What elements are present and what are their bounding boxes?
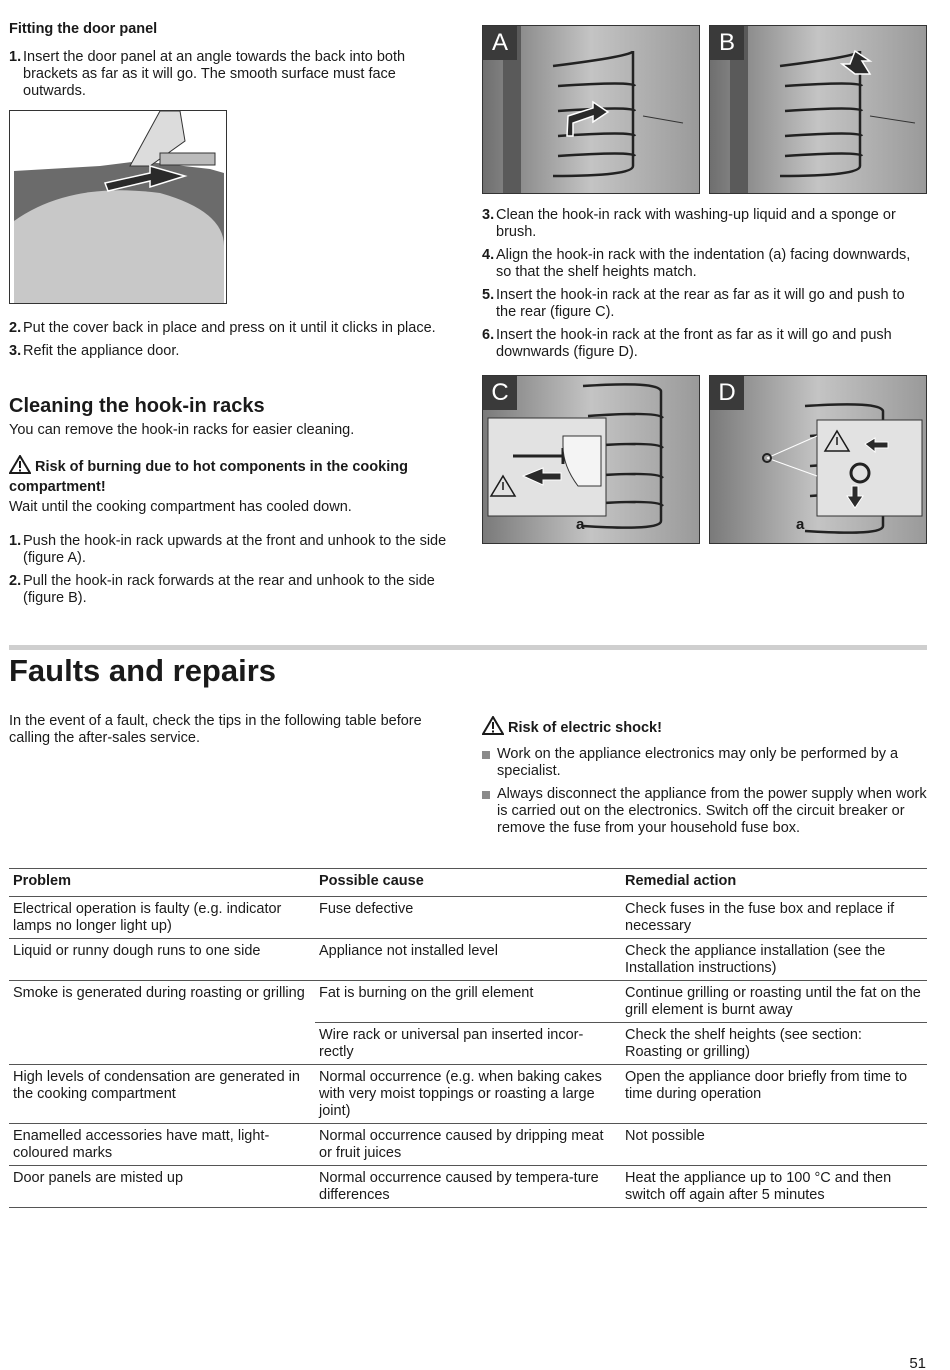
step-text: Insert the hook-in rack at the rear as far as it will go and push to the rear (figure C). bbox=[496, 287, 905, 320]
step-number: 3. bbox=[9, 343, 22, 359]
step-text: Insert the hook-in rack at the front as far as it will go and push downwards (figure D). bbox=[496, 327, 892, 360]
step-text: Insert the door panel at an angle towards the back into both brackets as far as it will go. The smooth surface must face outwards. bbox=[23, 49, 406, 99]
figure-a bbox=[482, 25, 700, 194]
figure-label: B bbox=[710, 26, 744, 60]
table-row bbox=[9, 981, 927, 1023]
cell-cause: Normal occurrence (e.g. when baking cakes with very moist toppings or roasting a large joint) bbox=[315, 1065, 621, 1124]
cell-cause: Fuse defective bbox=[315, 897, 621, 939]
step-text: Clean the hook-in rack with washing-up liquid and a sponge or brush. bbox=[496, 207, 896, 240]
door-panel-steps-continued bbox=[9, 320, 454, 366]
indentation-label: a bbox=[796, 516, 805, 533]
hook-racks-step-6 bbox=[482, 327, 927, 361]
door-panel-step-1 bbox=[9, 49, 454, 100]
step-text: Push the hook-in rack upwards at the front and unhook to the side (figure A). bbox=[23, 533, 447, 566]
table-row bbox=[9, 1124, 927, 1166]
column-header-problem: Problem bbox=[9, 869, 315, 897]
cell-problem: Smoke is generated during roasting or grilling bbox=[13, 985, 305, 1001]
hook-racks-steps-right bbox=[482, 207, 927, 367]
electric-warning-title: Risk of electric shock! bbox=[508, 720, 662, 736]
column-header-action: Remedial action bbox=[621, 869, 927, 897]
hook-racks-step-3 bbox=[482, 207, 927, 241]
hook-racks-step-5 bbox=[482, 287, 927, 321]
step-text: Refit the appliance door. bbox=[23, 343, 180, 359]
door-panel-figure bbox=[9, 110, 227, 304]
door-panel-title: Fitting the door panel bbox=[9, 21, 158, 37]
indentation-label: a bbox=[576, 516, 585, 533]
cell-cause: Normal occurrence caused by tempera-ture differences bbox=[315, 1166, 621, 1208]
figure-b bbox=[709, 25, 927, 194]
figure-d bbox=[709, 375, 927, 544]
step-text: Align the hook-in rack with the indentation (a) facing downwards, so that the shelf heights match. bbox=[496, 247, 911, 280]
hook-racks-title: Cleaning the hook-in racks bbox=[9, 395, 265, 417]
table-header-row bbox=[9, 869, 927, 897]
step-text: Put the cover back in place and press on it until it clicks in place. bbox=[23, 320, 436, 336]
cell-action: Check the appliance installation (see the Installation instructions) bbox=[621, 939, 927, 981]
door-panel-step-3 bbox=[9, 343, 454, 360]
table-row bbox=[9, 939, 927, 981]
cell-action: Heat the appliance up to 100 °C and then switch off again after 5 minutes bbox=[621, 1166, 927, 1208]
hook-racks-section bbox=[9, 394, 454, 613]
door-panel-step-2 bbox=[9, 320, 454, 337]
step-number: 3. bbox=[482, 207, 495, 223]
step-number: 2. bbox=[9, 573, 22, 589]
cell-action: Continue grilling or roasting until the fat on the grill element is burnt away bbox=[621, 981, 927, 1023]
step-number: 2. bbox=[9, 320, 22, 336]
hook-racks-step-4 bbox=[482, 247, 927, 281]
faults-table-wrapper bbox=[9, 868, 927, 1208]
figure-label: A bbox=[483, 26, 517, 60]
warning-bullet: Always disconnect the appliance from the power supply when work is carried out on the electronics. Switch off the circuit breaker or remove the fuse from your household fuse box. bbox=[482, 786, 927, 837]
cell-cause: Wire rack or universal pan inserted incor-rectly bbox=[315, 1023, 621, 1065]
cell-problem: Liquid or runny dough runs to one side bbox=[9, 939, 315, 981]
figure-label: D bbox=[710, 376, 744, 410]
warning-bullet: Work on the appliance electronics may only be performed by a specialist. bbox=[482, 746, 927, 780]
table-row bbox=[9, 897, 927, 939]
cell-action: Open the appliance door briefly from time to time during operation bbox=[621, 1065, 927, 1124]
burn-warning-text: Wait until the cooking compartment has cooled down. bbox=[9, 499, 352, 515]
table-row bbox=[9, 1065, 927, 1124]
cell-action: Not possible bbox=[621, 1124, 927, 1166]
table-row bbox=[9, 1166, 927, 1208]
step-number: 1. bbox=[9, 49, 22, 65]
warning-triangle-icon bbox=[9, 455, 31, 479]
step-text: Pull the hook-in rack forwards at the rear and unhook to the side (figure B). bbox=[23, 573, 435, 606]
cell-problem bbox=[9, 1023, 315, 1065]
table-row bbox=[9, 1023, 927, 1065]
cell-action: Check the shelf heights (see section: Roasting or grilling) bbox=[621, 1023, 927, 1065]
electric-warning-heading bbox=[482, 716, 927, 740]
section-divider bbox=[9, 645, 927, 650]
cell-cause: Appliance not installed level bbox=[315, 939, 621, 981]
door-panel-section bbox=[9, 21, 454, 106]
faults-table bbox=[9, 868, 927, 1208]
warning-triangle-icon bbox=[482, 716, 504, 740]
burn-warning-title: Risk of burning due to hot components in the cooking compartment! bbox=[9, 459, 408, 495]
hook-racks-step-1 bbox=[9, 533, 454, 567]
hook-racks-step-2 bbox=[9, 573, 454, 607]
electric-shock-warning bbox=[482, 716, 927, 843]
hook-racks-intro: You can remove the hook-in racks for easier cleaning. bbox=[9, 422, 355, 438]
cell-problem: Enamelled accessories have matt, light-coloured marks bbox=[9, 1124, 315, 1166]
step-number: 5. bbox=[482, 287, 495, 303]
cell-problem: Door panels are misted up bbox=[9, 1166, 315, 1208]
figure-c bbox=[482, 375, 700, 544]
step-number: 4. bbox=[482, 247, 495, 263]
column-header-cause: Possible cause bbox=[315, 869, 621, 897]
step-number: 6. bbox=[482, 327, 495, 343]
faults-intro: In the event of a fault, check the tips in the following table before calling the after-sales service. bbox=[9, 713, 422, 746]
step-number: 1. bbox=[9, 533, 22, 549]
cell-problem: High levels of condensation are generated in the cooking compartment bbox=[9, 1065, 315, 1124]
figure-label: C bbox=[483, 376, 517, 410]
burn-warning bbox=[9, 455, 454, 496]
faults-title: Faults and repairs bbox=[9, 653, 277, 688]
cell-action: Check fuses in the fuse box and replace if necessary bbox=[621, 897, 927, 939]
cell-cause: Normal occurrence caused by dripping meat or fruit juices bbox=[315, 1124, 621, 1166]
cell-problem: Electrical operation is faulty (e.g. indicator lamps no longer light up) bbox=[9, 897, 315, 939]
page-number: 51 bbox=[909, 1355, 926, 1370]
cell-cause: Fat is burning on the grill element bbox=[315, 981, 621, 1023]
